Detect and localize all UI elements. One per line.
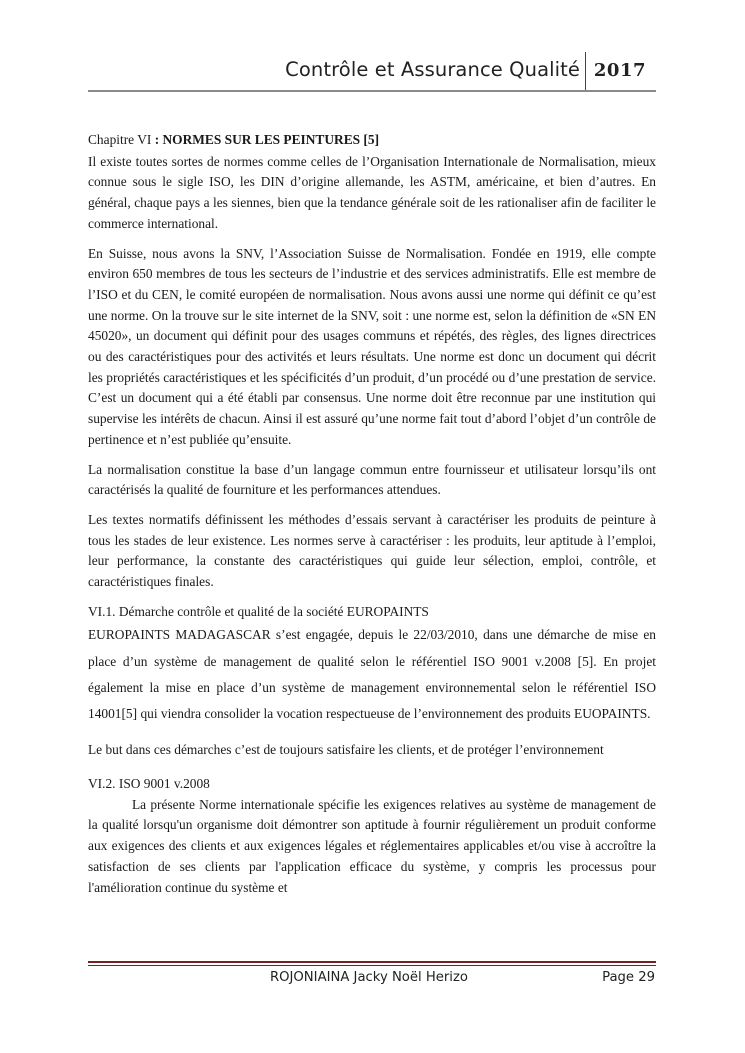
paragraph-snv: En Suisse, nous avons la SNV, l’Association Suisse de Normalisation. Fondée en 1919, elle compte environ 650 membres de tous les secteurs de l’industrie et des services administratifs. Elle est membre de l’ISO et du CEN, le comité européen de normalisation. Nous avons aussi une norme qui définit ce qu’est une norme. On la trouve sur le site internet de la SNV, soit : une norme est, selon la définition de «SN EN 45020», un document qui définit pour des usages communs et répétés, des règles, des lignes directrices ou des caractéristiques pour des activités et leurs résultats. Une norme est donc un document qui décrit les propriétés caractéristiques et les spécificités d’un produit, d’un procédé ou d’une prestation de service. C’est un document qui a été établi par consensus. Une norme doit être reconnue par une institution qui supervise les intérêts de chacun. Ainsi il est assuré qu’une norme fait tout d’abord l’objet d’un contrôle de pertinence et n’est publiée qu’ensuite. [88, 245, 656, 447]
section-heading-vi1: VI.1. Démarche contrôle et qualité de la société EUROPAINTS [88, 603, 429, 619]
paragraph-textes-normatifs: Les textes normatifs définissent les méthodes d’essais servant à caractériser les produits de peinture à tous les stades de leur existence. Les normes serve à caractériser : les produits, leur aptitude à l’emploi, leur performance, la constante des caractéristiques qui guide leur sélection, emploi, contrôle, et caractéristiques finales. [88, 511, 656, 590]
paragraph-europaints: EUROPAINTS MADAGASCAR s’est engagée, depuis le 22/03/2010, dans une démarche de mise en place d’un système de management de qualité selon le référentiel ISO 9001 v.2008 [5]. En projet également la mise en place d’un système de management environnemental selon le référentiel ISO 14001[5] qui viendra consolider la vocation respectueuse de l’environnement des produits EUOPAINTS. [88, 627, 656, 722]
footer-rule [88, 961, 656, 963]
header-year: 2017 [593, 60, 646, 81]
paragraph-goal: Le but dans ces démarches c’est de toujours satisfaire les clients, et de protéger l’environnement [88, 742, 604, 758]
paragraph-normes-intro: Il existe toutes sortes de normes comme celles de l’Organisation Internationale de Normalisation, mieux connue sous le sigle ISO, les DIN d’origine allemande, les ASTM, américaine, et bien d’autres. En général, chaque pays a les siennes, bien que la tendance générale soit de les rationaliser afin de faciliter le commerce international. [88, 153, 656, 231]
paragraph-iso9001: La présente Norme internationale spécifie les exigences relatives au système de management de la qualité lorsqu'un organisme doit démontrer son aptitude à fournir régulièrement un produit conforme aux exigences des clients et aux exigences légales et réglementaires applicables et/ou vise à accroître la satisfaction de ses clients par l'application efficace du système, y compris les processus pour l'amélioration continue du système et [88, 796, 656, 895]
chapter-heading [88, 130, 656, 151]
page-header [88, 48, 656, 92]
footer-rule-thin [88, 965, 656, 966]
footer-author: ROJONIAINA Jacky Noël Herizo [270, 970, 468, 985]
page-number: Page 29 [602, 970, 655, 985]
header-rule [88, 90, 656, 92]
header-title: Contrôle et Assurance Qualité [285, 58, 580, 81]
chapter-title: : NORMES SUR LES PEINTURES [5] [154, 132, 380, 147]
paragraph-normalisation: La normalisation constitue la base d’un langage commun entre fournisseur et utilisateur lorsqu’ils ont caractérisés la qualité de fourniture et les performances attendues. [88, 461, 656, 498]
page-body [88, 130, 656, 898]
section-heading-vi2: VI.2. ISO 9001 v.2008 [88, 775, 210, 791]
header-separator [585, 52, 586, 90]
chapter-prefix: Chapitre VI [88, 132, 155, 147]
